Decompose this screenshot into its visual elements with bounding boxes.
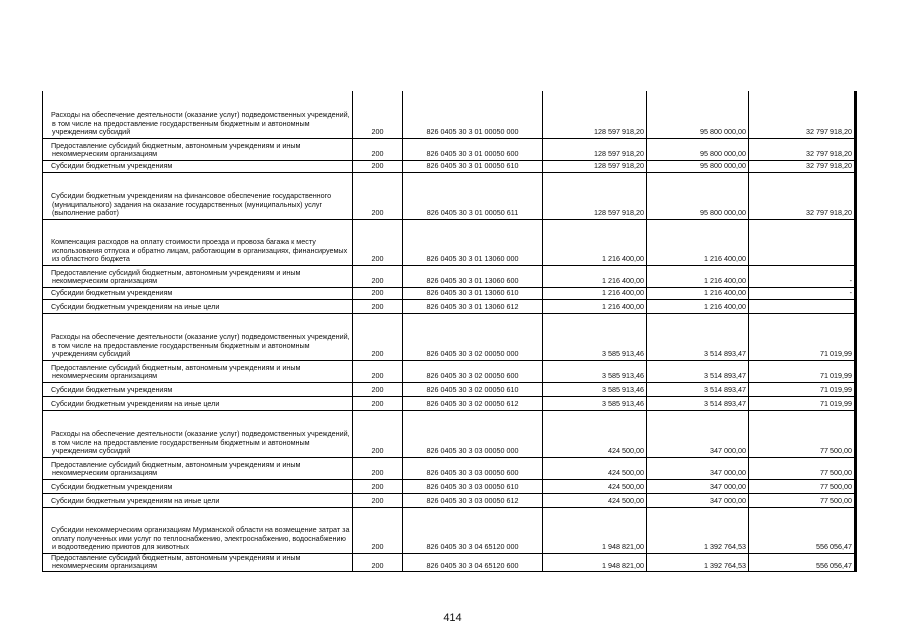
row-value1-cell: 424 500,00: [543, 410, 647, 457]
row-value2-cell: 95 800 000,00: [647, 91, 749, 138]
row-kbk-cell: 826 0405 30 3 02 00050 610: [403, 382, 543, 396]
row-kbk-cell: 826 0405 30 3 03 00050 612: [403, 493, 543, 507]
row-kbk-cell: 826 0405 30 3 02 00050 600: [403, 360, 543, 382]
table-row: [43, 91, 856, 138]
row-code-cell: 200: [353, 360, 403, 382]
row-value3-cell: 77 500,00: [749, 479, 856, 493]
row-value3-cell: 32 797 918,20: [749, 91, 856, 138]
row-code-cell: 200: [353, 287, 403, 299]
row-value3-cell: [749, 219, 856, 265]
row-name-cell: Предоставление субсидий бюджетным, автономным учреждениям и иным некоммерческим организациям: [43, 360, 353, 382]
table-row: [43, 299, 856, 313]
row-value1-cell: 3 585 913,46: [543, 396, 647, 410]
row-value1-cell: 3 585 913,46: [543, 382, 647, 396]
table-row: [43, 493, 856, 507]
row-kbk-cell: 826 0405 30 3 03 00050 000: [403, 410, 543, 457]
row-value3-cell: 32 797 918,20: [749, 138, 856, 160]
row-code-cell: 200: [353, 396, 403, 410]
page-number: 414: [443, 612, 462, 624]
row-code-cell: 200: [353, 479, 403, 493]
row-name-cell: Расходы на обеспечение деятельности (оказание услуг) подведомственных учреждений, в том числе на предоставление государственным бюджетным и автономным учреждениям субсидий: [43, 313, 353, 360]
row-value2-cell: 1 216 400,00: [647, 287, 749, 299]
table-row: [43, 313, 856, 360]
row-value3-cell: -: [749, 265, 856, 287]
table-row: [43, 287, 856, 299]
table-row: [43, 138, 856, 160]
row-kbk-cell: 826 0405 30 3 01 00050 000: [403, 91, 543, 138]
row-value1-cell: 128 597 918,20: [543, 91, 647, 138]
row-value1-cell: 1 216 400,00: [543, 287, 647, 299]
row-code-cell: 200: [353, 172, 403, 219]
table-row: [43, 160, 856, 172]
table-row: [43, 396, 856, 410]
row-kbk-cell: 826 0405 30 3 04 65120 000: [403, 507, 543, 553]
budget-table: [42, 91, 857, 572]
row-name-cell: Предоставление субсидий бюджетным, автономным учреждениям и иным некоммерческим организациям: [43, 553, 353, 572]
row-kbk-cell: 826 0405 30 3 03 00050 610: [403, 479, 543, 493]
row-value3-cell: 71 019,99: [749, 360, 856, 382]
row-name-cell: Субсидии бюджетным учреждениям на иные цели: [43, 396, 353, 410]
row-code-cell: 200: [353, 299, 403, 313]
row-code-cell: 200: [353, 265, 403, 287]
row-value2-cell: 3 514 893,47: [647, 396, 749, 410]
row-name-cell: Расходы на обеспечение деятельности (оказание услуг) подведомственных учреждений, в том числе на предоставление государственным бюджетным и автономным учреждениям субсидий: [43, 91, 353, 138]
row-code-cell: 200: [353, 160, 403, 172]
row-value1-cell: 128 597 918,20: [543, 138, 647, 160]
row-value3-cell: 556 056,47: [749, 507, 856, 553]
row-value1-cell: 3 585 913,46: [543, 360, 647, 382]
row-kbk-cell: 826 0405 30 3 01 13060 600: [403, 265, 543, 287]
row-value1-cell: 1 216 400,00: [543, 219, 647, 265]
row-value1-cell: 1 948 821,00: [543, 507, 647, 553]
row-value1-cell: 424 500,00: [543, 457, 647, 479]
row-name-cell: Субсидии бюджетным учреждениям на иные цели: [43, 493, 353, 507]
row-value2-cell: 95 800 000,00: [647, 172, 749, 219]
row-value3-cell: 32 797 918,20: [749, 172, 856, 219]
row-value3-cell: -: [749, 287, 856, 299]
table-row: [43, 479, 856, 493]
row-kbk-cell: 826 0405 30 3 01 13060 000: [403, 219, 543, 265]
row-value1-cell: 3 585 913,46: [543, 313, 647, 360]
row-code-cell: 200: [353, 507, 403, 553]
row-name-cell: Субсидии бюджетным учреждениям на финансовое обеспечение государственного (муниципального) задания на оказание государственных (муниципальных) услуг (выполнение работ): [43, 172, 353, 219]
budget-table-sheet: [42, 91, 855, 572]
row-name-cell: Субсидии бюджетным учреждениям: [43, 479, 353, 493]
budget-table-body: [43, 91, 856, 572]
row-value2-cell: 347 000,00: [647, 457, 749, 479]
row-code-cell: 200: [353, 410, 403, 457]
row-value3-cell: 77 500,00: [749, 457, 856, 479]
row-value1-cell: 424 500,00: [543, 493, 647, 507]
row-value2-cell: 3 514 893,47: [647, 313, 749, 360]
table-row: [43, 360, 856, 382]
row-name-cell: Расходы на обеспечение деятельности (оказание услуг) подведомственных учреждений, в том числе на предоставление государственным бюджетным и автономным учреждениям субсидий: [43, 410, 353, 457]
row-kbk-cell: 826 0405 30 3 02 00050 000: [403, 313, 543, 360]
row-name-cell: Предоставление субсидий бюджетным, автономным учреждениям и иным некоммерческим организациям: [43, 138, 353, 160]
row-value1-cell: 1 216 400,00: [543, 265, 647, 287]
row-name-cell: Субсидии бюджетным учреждениям: [43, 382, 353, 396]
row-code-cell: 200: [353, 553, 403, 572]
row-kbk-cell: 826 0405 30 3 01 13060 610: [403, 287, 543, 299]
table-row: [43, 507, 856, 553]
row-code-cell: 200: [353, 382, 403, 396]
row-name-cell: Субсидии бюджетным учреждениям: [43, 287, 353, 299]
table-row: [43, 410, 856, 457]
row-value2-cell: 3 514 893,47: [647, 360, 749, 382]
row-value2-cell: 347 000,00: [647, 479, 749, 493]
row-name-cell: Субсидии некоммерческим организациям Мурманской области на возмещение затрат за оплату полученных ими услуг по теплоснабжению, электроснабжению, водоснабжению и водоотведению приютов для животных: [43, 507, 353, 553]
row-value2-cell: 1 216 400,00: [647, 299, 749, 313]
row-code-cell: 200: [353, 493, 403, 507]
row-value1-cell: 128 597 918,20: [543, 160, 647, 172]
row-value3-cell: 71 019,99: [749, 382, 856, 396]
row-code-cell: 200: [353, 138, 403, 160]
row-value2-cell: 95 800 000,00: [647, 160, 749, 172]
table-row: [43, 219, 856, 265]
row-value3-cell: 71 019,99: [749, 313, 856, 360]
row-value1-cell: 1 216 400,00: [543, 299, 647, 313]
row-value3-cell: 32 797 918,20: [749, 160, 856, 172]
row-value1-cell: 424 500,00: [543, 479, 647, 493]
row-value2-cell: 1 392 764,53: [647, 507, 749, 553]
row-value3-cell: [749, 299, 856, 313]
row-kbk-cell: 826 0405 30 3 01 00050 610: [403, 160, 543, 172]
row-kbk-cell: 826 0405 30 3 02 00050 612: [403, 396, 543, 410]
row-value3-cell: 556 056,47: [749, 553, 856, 572]
row-kbk-cell: 826 0405 30 3 01 00050 611: [403, 172, 543, 219]
row-kbk-cell: 826 0405 30 3 01 00050 600: [403, 138, 543, 160]
row-kbk-cell: 826 0405 30 3 03 00050 600: [403, 457, 543, 479]
row-code-cell: 200: [353, 457, 403, 479]
row-value2-cell: 347 000,00: [647, 493, 749, 507]
row-value2-cell: 95 800 000,00: [647, 138, 749, 160]
row-value2-cell: 347 000,00: [647, 410, 749, 457]
table-row: [43, 553, 856, 572]
row-name-cell: Предоставление субсидий бюджетным, автономным учреждениям и иным некоммерческим организациям: [43, 457, 353, 479]
row-value2-cell: 3 514 893,47: [647, 382, 749, 396]
row-value1-cell: 128 597 918,20: [543, 172, 647, 219]
table-row: [43, 457, 856, 479]
row-code-cell: 200: [353, 91, 403, 138]
row-value1-cell: 1 948 821,00: [543, 553, 647, 572]
row-name-cell: Субсидии бюджетным учреждениям: [43, 160, 353, 172]
row-code-cell: 200: [353, 219, 403, 265]
row-name-cell: Компенсация расходов на оплату стоимости проезда и провоза багажа к месту использования отпуска и обратно лицам, работающим в организациях, финансируемых из областного бюджета: [43, 219, 353, 265]
row-code-cell: 200: [353, 313, 403, 360]
table-row: [43, 265, 856, 287]
row-value2-cell: 1 216 400,00: [647, 265, 749, 287]
row-name-cell: Субсидии бюджетным учреждениям на иные цели: [43, 299, 353, 313]
row-value3-cell: 71 019,99: [749, 396, 856, 410]
row-value2-cell: 1 216 400,00: [647, 219, 749, 265]
row-value2-cell: 1 392 764,53: [647, 553, 749, 572]
row-kbk-cell: 826 0405 30 3 01 13060 612: [403, 299, 543, 313]
row-value3-cell: 77 500,00: [749, 493, 856, 507]
row-kbk-cell: 826 0405 30 3 04 65120 600: [403, 553, 543, 572]
table-row: [43, 172, 856, 219]
row-name-cell: Предоставление субсидий бюджетным, автономным учреждениям и иным некоммерческим организациям: [43, 265, 353, 287]
table-row: [43, 382, 856, 396]
row-value3-cell: 77 500,00: [749, 410, 856, 457]
